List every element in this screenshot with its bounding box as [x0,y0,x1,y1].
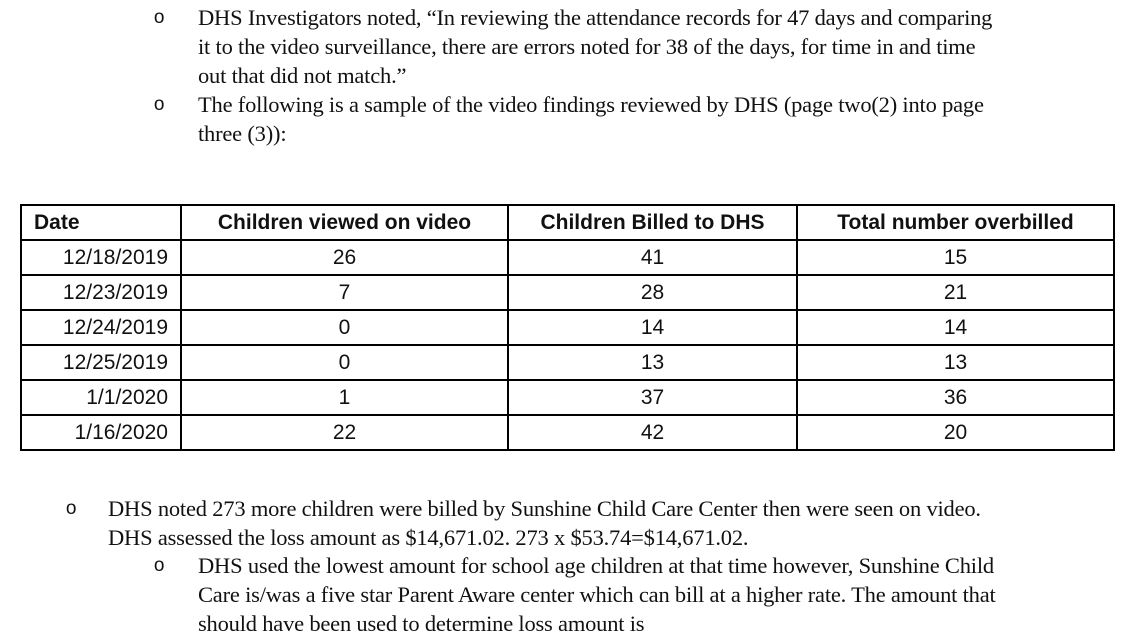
rate-sub-bullet-text: DHS used the lowest amount for school age children at that time however, Sunshine Child Care is/was a five star Parent Aware center which can bill at a higher rate. The amount that should have been used to determine loss amount is [198,553,996,636]
bullet-marker: o [153,7,165,28]
header-date: Date [21,205,181,240]
cell-viewed: 22 [181,415,508,450]
table-row [21,240,1114,275]
rate-sub-bullet [152,551,996,638]
cell-overbilled: 20 [797,415,1114,450]
bullet-marker: o [65,498,77,519]
header-children-viewed: Children viewed on video [181,205,508,240]
cell-viewed: 0 [181,345,508,380]
cell-viewed: 26 [181,240,508,275]
intro-bullet-text: DHS Investigators noted, “In reviewing the attendance records for 47 days and comparing it to the video surveillance, there are errors noted for 38 of the days, for time in and time out that did not match.” [198,5,993,88]
cell-overbilled: 13 [797,345,1114,380]
cell-billed: 41 [508,240,797,275]
cell-overbilled: 21 [797,275,1114,310]
cell-viewed: 0 [181,310,508,345]
table-header-row [21,205,1114,240]
table-row [21,345,1114,380]
cell-viewed: 1 [181,380,508,415]
intro-bullet-1 [152,3,992,90]
video-findings-table [20,204,1115,451]
cell-date: 1/1/2020 [21,380,181,415]
cell-billed: 37 [508,380,797,415]
loss-bullet [64,494,981,552]
cell-billed: 13 [508,345,797,380]
cell-billed: 14 [508,310,797,345]
cell-date: 1/16/2020 [21,415,181,450]
table-row [21,310,1114,345]
bullet-marker: o [153,555,165,576]
intro-bullet-text: The following is a sample of the video findings reviewed by DHS (page two(2) into page three (3)): [198,92,984,146]
table-row [21,380,1114,415]
cell-date: 12/23/2019 [21,275,181,310]
cell-billed: 42 [508,415,797,450]
header-total-overbilled: Total number overbilled [797,205,1114,240]
cell-overbilled: 14 [797,310,1114,345]
table-row [21,275,1114,310]
cell-date: 12/24/2019 [21,310,181,345]
cell-overbilled: 15 [797,240,1114,275]
loss-bullet-text: DHS noted 273 more children were billed by Sunshine Child Care Center then were seen on video. DHS assessed the loss amount as $14,671.02. 273 x $53.74=$14,671.02. [108,496,981,550]
cell-overbilled: 36 [797,380,1114,415]
bullet-marker: o [153,94,165,115]
intro-bullet-2 [152,90,984,148]
header-children-billed: Children Billed to DHS [508,205,797,240]
cell-viewed: 7 [181,275,508,310]
cell-date: 12/25/2019 [21,345,181,380]
cell-billed: 28 [508,275,797,310]
table-row [21,415,1114,450]
cell-date: 12/18/2019 [21,240,181,275]
